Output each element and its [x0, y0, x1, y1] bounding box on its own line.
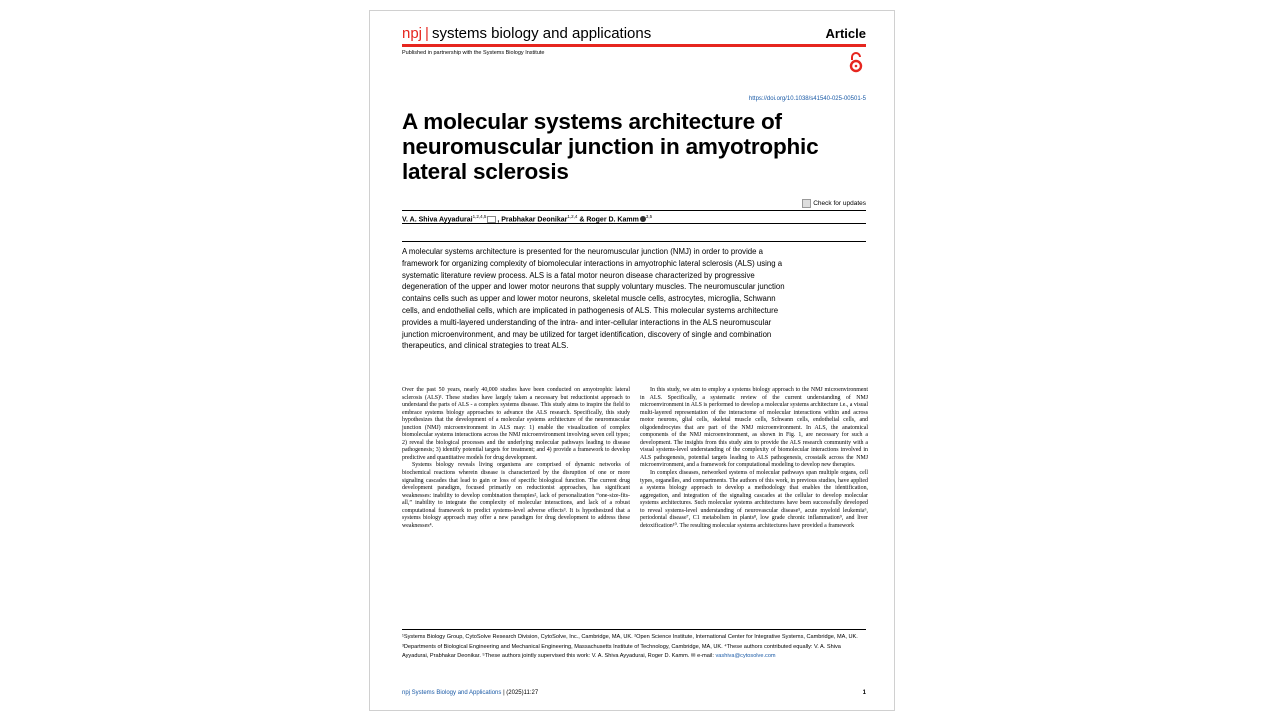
- journal-header: [402, 25, 651, 42]
- header-rule: [402, 44, 866, 47]
- article-type-label: Article: [825, 26, 866, 41]
- author-3-affiliations: 3,5: [645, 214, 653, 219]
- affiliations-footnote: [402, 633, 868, 662]
- journal-prefix: npj: [402, 25, 423, 42]
- footer-journal-link[interactable]: npj Systems Biology and Applications: [402, 690, 502, 696]
- author-1[interactable]: V. A. Shiva Ayyadurai: [402, 216, 473, 224]
- page-number: 1: [862, 690, 866, 696]
- mail-icon[interactable]: [487, 216, 496, 223]
- author-list: [402, 214, 652, 223]
- body-column-right: [640, 387, 868, 530]
- journal-separator: |: [425, 25, 429, 42]
- footer-citation: | (2025)11:27: [503, 690, 539, 696]
- author-1-affiliations: 1,2,4,5: [472, 214, 487, 219]
- journal-name: systems biology and applications: [431, 25, 652, 42]
- body-paragraph: Over the past 50 years, nearly 40,000 studies have been conducted on amyotrophic lateral sclerosis (ALS)¹. These studies have largely taken a necessary but reductionist approach to understand the parts of ALS - a complex systems disease. This study aims to inspire the field to embrace systems biology approaches to advance the ALS research. Specifically, this study hypothesizes that the development of a molecular systems architecture of the neuromuscular junction (NMJ) microenvironment in ALS may: 1) enable the visualization of complex biomolecular systems interactions across the NMJ microenvironment involving seven cell types; 2) reveal the biological processes and the underlying molecular pathways leading to disease pathogenesis; 3) identify potential targets for treatment; and 4) provide a framework to develop predictive and quantitative models for drug development.: [402, 387, 630, 461]
- page-footer-citation: [402, 690, 538, 696]
- authors-top-rule: [402, 210, 866, 211]
- body-paragraph: In complex diseases, networked systems of molecular pathways span multiple organs, cell types, organelles, and compartments. The authors of this work, in previous studies, have applied a systems biology approach to develop a methodology that enables the identification, aggregation, and integration of the signaling cascades at the cellular to develop molecular systems architectures. Such molecular systems architectures have been successfully developed to reveal systems-level understanding of neurovascular disease⁵, acute myeloid leukemia⁶, periodontal disease⁷, C1 metabolism in plants⁸, low grade chronic inflammation⁹, and liver detoxification¹⁰. The resulting molecular systems architectures have provided a framework: [640, 470, 868, 529]
- email-icon: ✉: [690, 653, 696, 659]
- open-access-icon: [848, 51, 864, 73]
- check-updates-label: Check for updates: [813, 200, 866, 207]
- article-title: A molecular systems architecture of neuromuscular junction in amyotrophic lateral sclerosis: [402, 109, 819, 184]
- affiliations-text: ¹Systems Biology Group, CytoSolve Research Division, CytoSolve, Inc., Cambridge, MA, UK. ²Open Science Institute, International Center for Integrative Systems, Cambridge, MA, UK. ³Departments of Biological Engineering and Mechanical Engineering, Massachusetts Institute of Technology, Cambridge, MA, UK. ⁴These authors contributed equally: V. A. Shiva Ayyadurai, Prabhakar Deonikar. ⁵These authors jointly supervised this work: V. A. Shiva Ayyadurai, Roger D. Kamm.: [402, 634, 858, 659]
- footnote-rule: [402, 629, 866, 630]
- check-updates-button[interactable]: [802, 199, 866, 208]
- body-paragraph: Systems biology reveals living organisms are comprised of dynamic networks of biochemical reactions wherein disease is characterized by the disruption of one or more signaling cascades that lead to gain or loss of specific biological function. The current drug development paradigm, focused primarily on reductionist approaches, has significant weaknesses: inability to develop combination therapies², lack of personalization “one-size-fits-all,” inability to integrate the complexity of molecular interactions, and lack of a robust computational framework to predict systems-level adverse effects³. It is hypothesized that a systems biology approach may offer a new paradigm for drug development to address these weaknesses⁴.: [402, 462, 630, 529]
- body-paragraph: In this study, we aim to employ a systems biology approach to the NMJ microenvironment in ALS. Specifically, a systematic review of the current understanding of NMJ microenvironment in ALS is performed to develop a molecular systems architecture i.e., a visual multi-layered representation of the interactome of molecular interactions within and across motor neurons, glial cells, skeletal muscle cells, Schwann cells, endothelial cells, and oligodendrocytes that are part of the NMJ microenvironment. In ALS, the anatomical components of the NMJ microenvironment, as shown in Fig. 1, are necessary for such a development. The insights from this study aim to provide the ALS research community with a visual systems-level understanding of the complexity of biomolecular interactions involved in ALS pathogenesis, potential targets leading to ALS pathogenesis, crosstalk across the NMJ microenvironment, and a framework for computational modeling to develop new therapies.: [640, 387, 868, 469]
- author-3[interactable]: & Roger D. Kamm: [577, 216, 639, 224]
- body-column-left: [402, 387, 630, 530]
- email-label: e-mail:: [697, 653, 714, 659]
- check-updates-icon: [802, 199, 811, 208]
- doi-link[interactable]: https://doi.org/10.1038/s41540-025-00501-5: [748, 96, 866, 102]
- partnership-note: Published in partnership with the Systems Biology Institute: [402, 50, 545, 56]
- abstract: A molecular systems architecture is presented for the neuromuscular junction (NMJ) in order to provide a framework for organizing complexity of biomolecular interactions in amyotrophic lateral sclerosis (ALS) using a systematic literature review process. ALS is a fatal motor neuron disease characterized by progressive degeneration of the upper and lower motor neurons that supply voluntary muscles. The neuromuscular junction contains cells such as upper and lower motor neurons, skeletal muscle cells, astrocytes, microglia, Schwann cells, and endothelial cells, which are implicated in pathogenesis of ALS. This molecular systems architecture provides a multi-layered understanding of the intra- and inter-cellular interactions in the ALS neuromuscular junction microenvironment, and may be utilized for target identification, discovery of single and combination therapeutics, and clinical strategies to treat ALS.: [402, 247, 785, 351]
- article-page: [369, 10, 895, 711]
- author-2-affiliations: 1,2,4: [567, 214, 578, 219]
- abstract-rule: [402, 241, 866, 242]
- author-2[interactable]: , Prabhakar Deonikar: [497, 216, 568, 224]
- authors-bottom-rule: [402, 223, 866, 224]
- email-link[interactable]: vashiva@cytosolve.com: [715, 653, 776, 659]
